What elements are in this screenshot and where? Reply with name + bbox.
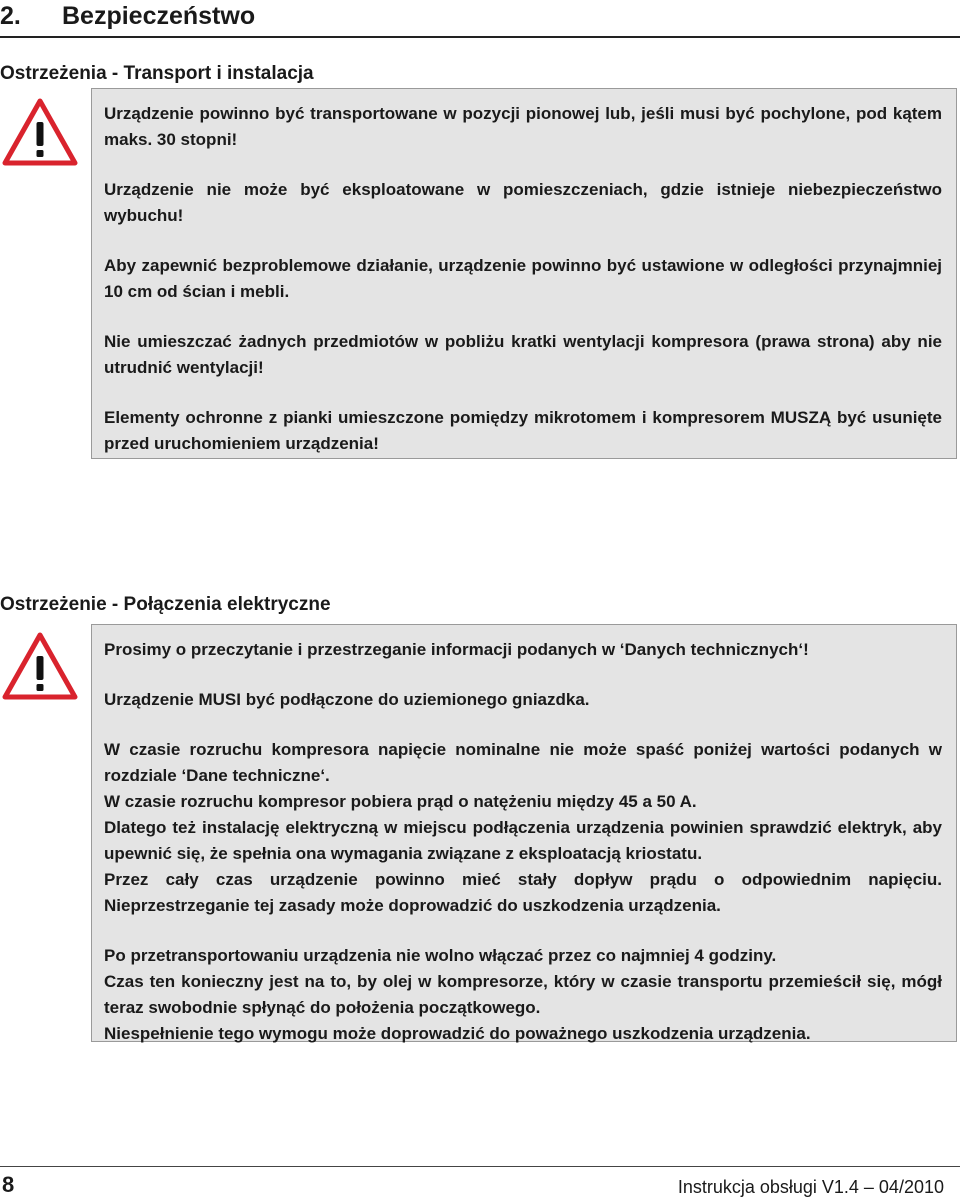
warning-paragraph: Po przetransportowaniu urządzenia nie wolno włączać przez co najmniej 4 godziny.: [104, 946, 777, 965]
warning-paragraph: Nie umieszczać żadnych przedmiotów w pobliżu kratki wentylacji kompresora (prawa strona) aby nie utrudnić wentylacji!: [104, 332, 942, 377]
warning-paragraph: Prosimy o przeczytanie i przestrzeganie informacji podanych w ‘Danych technicznych‘!: [104, 640, 809, 659]
warning-paragraph: Urządzenie nie może być eksploatowane w pomieszczeniach, gdzie istnieje niebezpieczeństwo wybuchu!: [104, 180, 942, 225]
warning-triangle-icon: [2, 632, 78, 700]
chapter-header: [0, 0, 960, 38]
warning-paragraph: W czasie rozruchu kompresora napięcie nominalne nie może spaść poniżej wartości podanych w rozdziale ‘Dane techniczne‘.: [104, 740, 942, 785]
warning-paragraph: Czas ten konieczny jest na to, by olej w kompresorze, który w czasie transportu przemieścił się, mógł teraz swobodnie spłynąć do położenia początkowego.: [104, 972, 942, 1017]
warning-paragraph: Dlatego też instalację elektryczną w miejscu podłączenia urządzenia powinien sprawdzić elektryk, aby upewnić się, że spełnia ona wymagania związane z eksploatacją kriostatu.: [104, 818, 942, 863]
warning-paragraph: Urządzenie MUSI być podłączone do uziemionego gniazdka.: [104, 690, 590, 709]
page-number: 8: [2, 1172, 15, 1197]
electrical-warning-box: [91, 624, 957, 1042]
warning-paragraph: Niespełnienie tego wymogu może doprowadzić do poważnego uszkodzenia urządzenia.: [104, 1024, 811, 1043]
warning-paragraph: Aby zapewnić bezproblemowe działanie, urządzenie powinno być ustawione w odległości przynajmniej 10 cm od ścian i mebli.: [104, 256, 942, 301]
document-version: Instrukcja obsługi V1.4 – 04/2010: [677, 1177, 944, 1197]
section-heading-transport: Ostrzeżenia - Transport i instalacja: [0, 63, 314, 84]
warning-paragraph: Przez cały czas urządzenie powinno mieć stały dopływ prądu o odpowiednim napięciu. Nieprzestrzeganie tej zasady może doprowadzić do uszkodzenia urządzenia.: [104, 870, 942, 915]
warning-paragraph: W czasie rozruchu kompresor pobiera prąd o natężeniu między 45 a 50 A.: [104, 792, 697, 811]
chapter-number: 2.: [0, 2, 21, 30]
chapter-title: Bezpieczeństwo: [62, 2, 256, 30]
warning-paragraph: Urządzenie powinno być transportowane w pozycji pionowej lub, jeśli musi być pochylone, pod kątem maks. 30 stopni!: [104, 104, 942, 149]
footer-divider: [0, 1166, 960, 1167]
transport-warning-box: [91, 88, 957, 459]
chapter-divider: [0, 36, 960, 38]
warning-paragraph: Elementy ochronne z pianki umieszczone pomiędzy mikrotomem i kompresorem MUSZĄ być usunięte przed uruchomieniem urządzenia!: [104, 408, 942, 453]
section-heading-electrical: Ostrzeżenie - Połączenia elektryczne: [0, 594, 331, 615]
warning-triangle-icon: [2, 98, 78, 166]
